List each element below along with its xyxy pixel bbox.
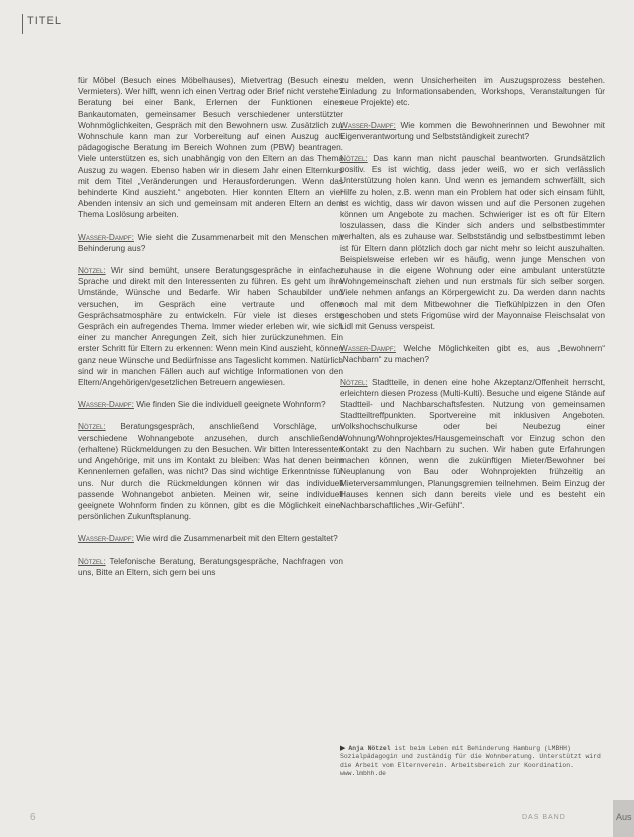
caption-arrow-icon: ▶ <box>340 745 346 753</box>
paragraph <box>340 343 605 365</box>
paragraph <box>78 533 343 544</box>
paragraph-text: Beratungsgespräch, anschließend Vorschläge, um verschiedene Wohnangebote anzusehen, durch anschließende (erhaltene) Rückmeldungen zu den Besuchen. Wir bitten Interessenten und Angehörige, mit uns im Kontakt zu bleiben: Was hat denen beim Kennenlernen gefallen, was nicht? Das sind wichtige Erkenntnisse für uns. Nur durch die Rückmeldungen können wir das individuell passende Wohnangebot anbieten. Meinen wir, seine individuell geeignete Wohnform finden zu können, gibt es die Möglichkeit einer persönlichen Zukunftsplanung. <box>78 421 343 522</box>
speaker-label: Wasser-Dampf: <box>78 533 134 544</box>
page-number: 6 <box>30 812 36 823</box>
speaker-label: Wasser-Dampf: <box>340 343 396 354</box>
paragraph <box>340 120 605 142</box>
author-caption <box>340 745 602 779</box>
caption-link[interactable]: www.lmbhh.de <box>340 770 387 778</box>
paragraph <box>78 556 343 578</box>
paragraph-text: Welche Möglichkeiten gibt es, aus „Bewohnern“ „Nachbarn“ zu machen? <box>340 343 605 365</box>
speaker-label: Nötzel: <box>340 153 368 164</box>
caption-text: ist beim Leben mit Behinderung Hamburg (LMBHH) Sozialpädagogin und zuständig für die Wohnberatung. Unterstützt wird die Arbeit vom Elternverein. Arbeitsbereich zur Koordination. <box>340 745 601 769</box>
left-column <box>78 75 343 589</box>
magazine-name: DAS BAND <box>522 814 566 821</box>
speaker-label: Nötzel: <box>78 555 106 566</box>
paragraph <box>78 265 343 388</box>
paragraph-text: Wir sind bemüht, unsere Beratungsgespräche in einfacher Sprache und direkt mit den Interessenten zu führen. Es geht um ihre Umstände, Wünsche und Bedarfe. Wir haben Schaubilder und versuchen, im Gespräch eine vertraute und offene Gesprächsatmosphäre zu entwickeln. Für viele ist dieses erste Gespräch ein aufregendes Thema. Immer wieder erleben wir, wie sich einer zu mancher Anregungen Zeit, sich hier zurückzunehmen. Ein erster Schritt für Eltern zu erkennen: Wenn mein Kind auszieht, können ganz neue Wünsche und Bedürfnisse ans Tageslicht kommen. Natürlich sind wir in manchen Fällen auch auf wichtige Informationen von den Eltern/Angehörigen/gesetzlichen Betreuern angewiesen. <box>78 265 343 388</box>
caption-name: Anja Nötzel <box>348 745 391 752</box>
speaker-label: Wasser-Dampf: <box>78 231 134 242</box>
paragraph-text: Wie finden Sie die individuell geeignete Wohnform? <box>133 399 326 410</box>
paragraph <box>78 399 343 410</box>
section-title: TITEL <box>27 15 62 27</box>
speaker-label: Nötzel: <box>78 421 106 432</box>
paragraph <box>78 421 343 522</box>
paragraph-text: Wie wird die Zusammenarbeit mit den Eltern gestaltet? <box>133 533 338 544</box>
paragraph <box>78 75 343 221</box>
paragraph <box>340 153 605 332</box>
paragraph-text: Telefonische Beratung, Beratungsgespräche, Nachfragen von uns, Bitte an Eltern, sich gern bei uns <box>78 555 343 577</box>
speaker-label: Wasser-Dampf: <box>340 119 396 130</box>
paragraph-text: für Möbel (Besuch eines Möbelhauses), Mietvertrag (Besuch eines Vermieters). Wer hilft, wenn ich einen Vertrag oder Brief nicht verstehe? Beratung bei einer Bank, Erlernen der Funktionen eines Bankautomaten, gemeinsamer Besuch verschiedener unterstützter Wohnmöglichkeiten, Gespräch mit den Bewohnern usw. Zusätzlich zur Wohnschule kann man zur Vorbereitung auf einen Auszug auch pädagogische Beratung im Bereich Wohnen zum (PBW) beantragen. Viele unterstützen es, sich unabhängig von den Eltern an das Thema Auszug zu wagen. Ebenso haben wir in diesem Jahr einen Elternkurs mit dem Titel „Veränderungen und Herausforderungen. Wenn das behinderte Kind auszieht.“ angeboten. Hier konnten Eltern an vier Abenden intensiv an sich und gemeinsam mit anderen Eltern an dem Thema Loslösung arbeiten. <box>78 75 343 220</box>
speaker-label: Wasser-Dampf: <box>78 399 134 410</box>
section-tab-label: Aus <box>616 812 632 822</box>
paragraph <box>340 75 605 109</box>
speaker-label: Nötzel: <box>78 265 106 276</box>
right-column <box>340 75 605 522</box>
paragraph <box>340 377 605 511</box>
speaker-label: Nötzel: <box>340 376 368 387</box>
paragraph-text: Das kann man nicht pauschal beantworten. Grundsätzlich positiv. Es ist wichtig, dass jeder weiß, wo er sich verlässlich Unterstützung holen kann. Und wenn es jemandem schwerfällt, sich Hilfe zu holen, z.B. wenn man ein Problem hat oder sich einsam fühlt, ist es wichtig, dass wir davon wissen und auf die Personen zugehen können um Angebote zu machen. Schwieriger ist es oft für Eltern loszulassen, dass die Kinder sich anders und selbstbestimmter verhalten, als es zuhause war. Selbstständig und selbstbestimmt leben ist für Eltern dann plötzlich doch gar nicht mehr so leicht auszuhalten. Beispielsweise erleben wir es häufig, wenn junge Menschen von zuhause in die eigene Wohnung oder eine ambulant unterstützte Wohngemeinschaft ziehen und nun erstmals für sich selber sorgen. Viele nehmen anfangs an Körpergewicht zu. Da werden dann nachts noch mal mit dem Mitbewohner die Tiefkühlpizzen in den Ofen geschoben und stets Frigomüse wird der Mayonnaise Fleischsalat von Lidl mit Genuss verspeist. <box>340 153 605 332</box>
paragraph-text: Wie sieht die Zusammenarbeit mit den Menschen mit Behinderung aus? <box>78 231 343 253</box>
paragraph-text: zu melden, wenn Unsicherheiten im Auszugsprozess bestehen. Einladung zu Informationsabenden, Workshops, Veranstaltungen für neue Projekte) etc. <box>340 75 605 108</box>
paragraph <box>78 232 343 254</box>
paragraph-text: Wie kommen die Bewohnerinnen und Bewohner mit Eigenverantwortung und Selbstständigkeit zurecht? <box>340 119 605 141</box>
header-rule <box>22 14 23 34</box>
paragraph-text: Stadtteile, in denen eine hohe Akzeptanz/Offenheit herrscht, erleichtern diesen Prozess (Multi-Kulti). Besuche und eigene Stände auf Stadtteil- und Nachbarschaftsfesten. Nutzung von gemeinsamen Stadtteiltreffpunkten. Sportvereine mit inklusiven Angeboten. Volkshochschulkurse oder bei Neubezug einer Wohnung/Wohnprojektes/Hausgemeinschaft vor Einzug schon den Kontakt zu den Nachbarn zu suchen. Wir haben gute Erfahrungen machen können, wenn die zukünftigen Mieter/Bewohner bei Neuplanung von Bau oder Wohnprojekten frühzeitig an Mieterversammlungen, Planungsgremien teilnehmen. Beim Einzug der Hauses kennen sich dann bereits viele und es besteht ein Nachbarschaftliches „Wir-Gefühl“. <box>340 376 605 510</box>
